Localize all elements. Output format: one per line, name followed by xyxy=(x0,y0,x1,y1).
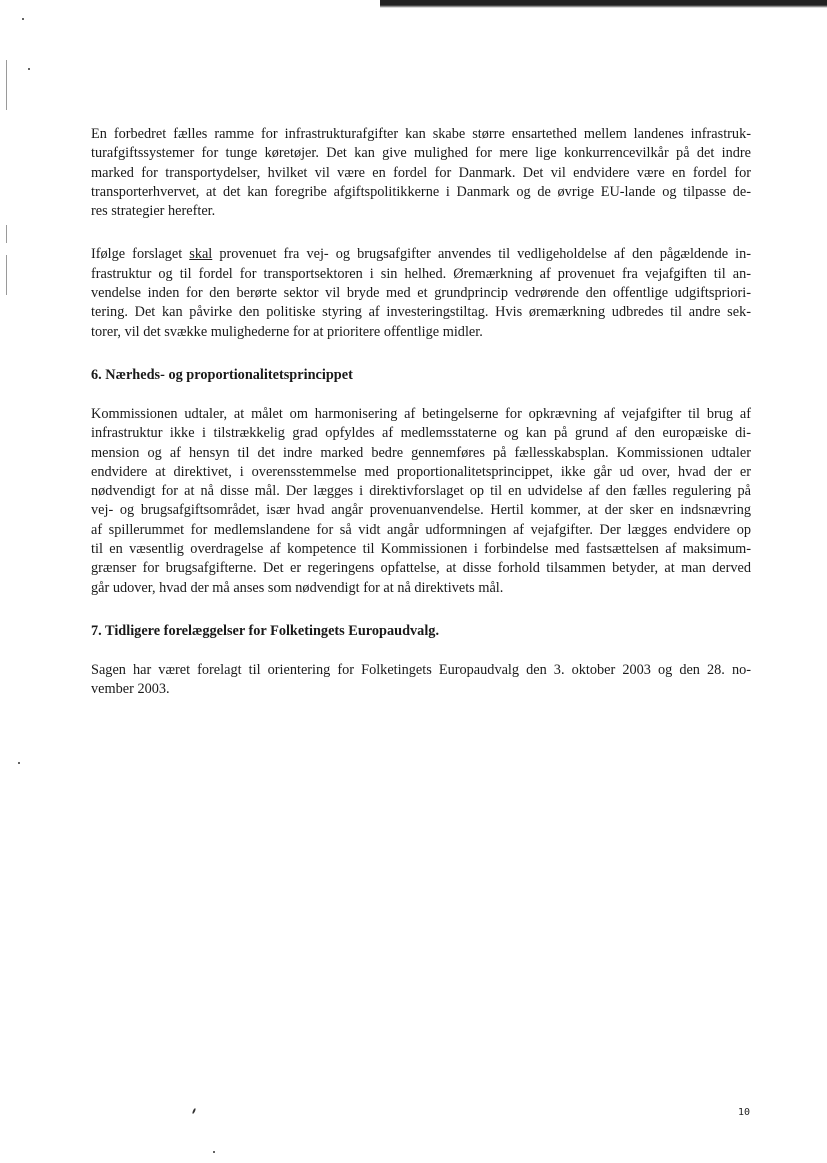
scan-speck xyxy=(192,1108,196,1114)
section-heading-6: 6. Nærheds- og proportionalitetsprincippet xyxy=(91,366,353,383)
text-line xyxy=(91,245,751,264)
paragraph-subsidiarity xyxy=(91,405,751,598)
text-line: En forbedret fælles ramme for infrastrukturafgifter kan skabe større ensartethed mellem landenes infrastruk- xyxy=(91,126,751,142)
text-line: Sagen har været forelagt til orientering for Folketingets Europaudvalg den 3. oktober 2003 og den 28. no- xyxy=(91,661,751,678)
text-line: vej- og brugsafgiftsområdet, især hvad angår provenuanvendelse. Hertil kommer, at der sker en indsnævring xyxy=(91,502,751,519)
scan-speck xyxy=(28,68,30,70)
scan-edge-bar xyxy=(380,0,827,8)
text-line: infrastruktur ikke i tilstrækkelig grad opfyldes af medlemsstaterne og kan på grund af den europæiske di- xyxy=(91,425,751,442)
text-line: mension og af hensyn til det indre marked bedre gennemføres på fællesskabsplan. Kommissionen udtaler xyxy=(91,444,751,461)
scan-margin-mark xyxy=(6,225,7,243)
text-line: af spillerummet for medlemslandene for så vidt angår udformningen af vejafgifter. Der lægges endvidere op xyxy=(91,521,751,538)
text-line: endvidere at direktivet, i overensstemmelse med proportionalitetsprincippet, ikke går ud over, hvad der er xyxy=(91,463,751,480)
text-line: til en væsentlig overdragelse af kompetence til Kommissionen i forbindelse med fastsættelsen af maksimum- xyxy=(91,541,751,558)
paragraph-previous-presentations xyxy=(91,661,751,700)
text-fragment: Ifølge forslaget xyxy=(91,246,190,263)
text-line: res strategier herefter. xyxy=(91,203,216,220)
scan-margin-mark xyxy=(6,255,7,295)
section-heading-7: 7. Tidligere forelæggelser for Folketingets Europaudvalg. xyxy=(91,622,440,639)
document-body xyxy=(91,125,751,724)
text-line: vendelse inden for den berørte sektor vil bryde med et grundprincip vedrørende den offentlige udgiftspriori- xyxy=(91,285,751,302)
text-line: marked for transportydelser, hvilket vil være en fordel for Danmark. Det vil endvidere være en fordel for xyxy=(91,164,751,181)
page-number: 10 xyxy=(738,1107,751,1118)
scan-speck xyxy=(22,18,24,20)
text-line: vember 2003. xyxy=(91,681,170,698)
text-fragment: provenuet fra vej- og brugsafgifter anvendes til vedligeholdelse af den pågældende in- xyxy=(212,246,751,263)
paragraph-infrastructure-charges xyxy=(91,125,751,221)
text-line: turafgiftssystemer for tunge køretøjer. Det kan give mulighed for mere lige konkurrencevilkår på det indre xyxy=(91,145,751,162)
scan-speck xyxy=(213,1151,215,1153)
text-line: torer, vil det svække mulighederne for at prioritere offentlige midler. xyxy=(91,323,483,340)
text-line: Kommissionen udtaler, at målet om harmonisering af betingelserne for opkrævning af vejafgifter til brug af xyxy=(91,405,751,422)
text-line: frastruktur og til fordel for transportsektoren i sin helhed. Øremærkning af provenuet fra vejafgiften til an- xyxy=(91,265,751,282)
text-line: transporterhvervet, at det kan foregribe afgiftspolitikkerne i Danmark og de øvrige EU-lande og tilpasse de- xyxy=(91,183,751,200)
text-line: grænser for brugsafgifterne. Det er regeringens opfattelse, at disse forhold tilsammen betyder, at man derved xyxy=(91,560,751,577)
underlined-word: skal xyxy=(189,246,213,263)
text-line: tering. Det kan påvirke den politiske styring af investeringstiltag. Hvis øremærkning udbredes til andre sek- xyxy=(91,304,751,321)
text-line: nødvendigt for at nå disse mål. Der lægges i direktivforslaget op til en udvidelse af den fælles regulering på xyxy=(91,483,751,500)
scan-margin-mark xyxy=(6,60,7,110)
text-line: går udover, hvad der må anses som nødvendigt for at nå direktivets mål. xyxy=(91,579,504,596)
paragraph-earmarking xyxy=(91,245,751,341)
scan-speck xyxy=(18,762,20,764)
